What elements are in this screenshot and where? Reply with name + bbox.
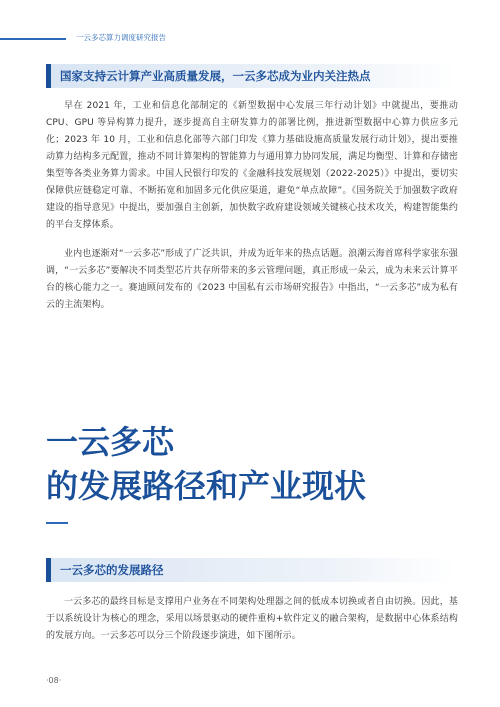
body-paragraph-3: 一云多芯的最终目标是支撑用户业务在不同架构处理器之间的低成本切换或者自由切换。因此，基于以系统设计为核心的理念，采用以场景驱动的硬件重构+软件定义的融合架构，是数据中心体系结构的发展方向。一云多芯可以分三个阶段逐步演进，如下图所示。: [46, 597, 458, 641]
header-title: 一云多芯算力调度研究报告: [76, 33, 166, 42]
chapter-title-line-2: 的发展路径和产业现状: [46, 467, 367, 505]
page-header: [0, 30, 500, 46]
page-number: ·08·: [46, 676, 62, 685]
subsection-heading-accent: [46, 558, 51, 582]
section-heading-accent: [46, 64, 51, 88]
subsection-heading-bar: [46, 558, 456, 582]
subsection-heading-title: 一云多芯的发展路径: [60, 563, 164, 577]
body-paragraph-1: 早在 2021 年，工业和信息化部制定的《新型数据中心发展三年行动计划》中就提出，要推动 CPU、GPU 等异构算力提升，逐步提高自主研发算力的部署比例，推进新型数据中心算力供应多元化；2023 年 10 月，工业和信息化部等六部门印发《算力基础设施高质量发展行动计划》，提出要推动算力结构多元配置，推动不同计算架构的智能算力与通用算力协同发展，满足均衡型、计算和存储密集型等各类业务算力需求。中国人民银行印发的《金融科技发展规划（2022-2025）》中提出，要切实保障供应链稳定可靠、不断拓宽和加固多元化供应渠道，避免“单点故障”。《国务院关于加强数字政府建设的指导意见》中提出，要加强自主创新，加快数字政府建设领域关键核心技术攻关，构建智能集约的平台支撑体系。: [46, 101, 458, 230]
chapter-title-line-1: 一云多芯: [46, 423, 175, 461]
body-paragraph-2: 业内也逐渐对“一云多芯”形成了广泛共识，并成为近年来的热点话题。浪潮云海首席科学家张东强调，“一云多芯”要解决不同类型芯片共存所带来的多云管理问题，真正形成一朵云，成为未来云计算平台的核心能力之一。赛迪顾问发布的《2023 中国私有云市场研究报告》中指出，“一云多芯”成为私有云的主流架构。: [46, 249, 458, 310]
header-rule: [0, 38, 66, 40]
chapter-title-rule: [46, 522, 68, 524]
section-heading-title: 国家支持云计算产业高质量发展，一云多芯成为业内关注热点: [60, 69, 371, 83]
section-heading-bar: [46, 64, 456, 88]
